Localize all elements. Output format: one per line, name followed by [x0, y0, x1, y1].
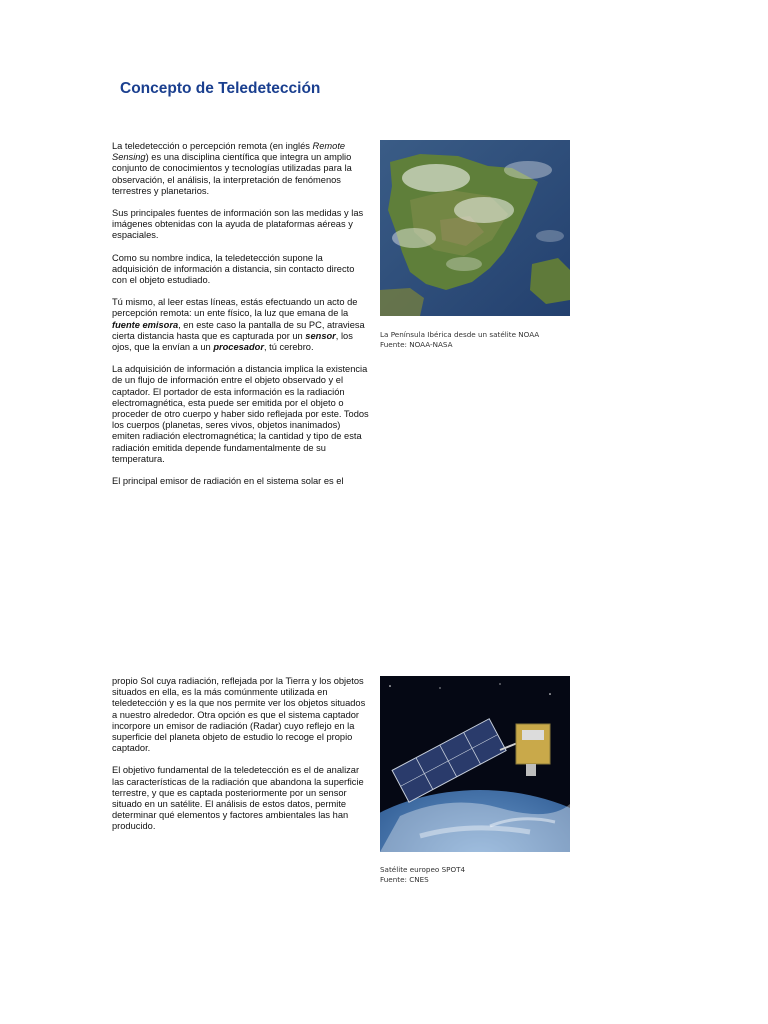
text-column-bottom: [112, 676, 370, 844]
emphasis-procesador: procesador: [213, 342, 264, 353]
text-column-top: [112, 141, 370, 498]
spot4-satellite-photo: [380, 676, 570, 852]
figure-caption: La Península Ibérica desde un satélite NOAA Fuente: NOAA-NASA: [380, 330, 540, 349]
emphasis-sensor: sensor: [305, 330, 336, 341]
paragraph: Sus principales fuentes de información son las medidas y las imágenes obtenidas con la ayuda de plataformas aéreas y espaciales.: [112, 208, 364, 241]
paragraph: propio Sol cuya radiación, reflejada por la Tierra y los objetos situados en ella, es la más comúnmente utilizada en teledetección y es la que nos permite ver los objetos situados a nuestro alrededor. Otra opción es que el sistema captador incorpore un emisor de radiación (Radar) cuyo reflejo en la superficie del planeta objeto de estudio lo recoge el propio captador.: [112, 676, 366, 754]
iberian-peninsula-satellite-photo: [380, 140, 570, 316]
page-title: Concepto de Teledetección: [120, 80, 321, 97]
paragraph: Tú mismo, al leer estas líneas, estás efectuando un acto de percepción remota: un ente físico, la luz que emana de la fuente emisora, en este caso la pantalla de su PC, atraviesa cierta distancia hasta que es capturada por un sensor, los ojos, que la envían a un procesador, tú cerebro.: [112, 297, 365, 353]
paragraph: El objetivo fundamental de la teledetección es el de analizar las características de la radiación que abandona la superficie terrestre, y que es captada posteriormente por un sensor situado en un satélite. El análisis de estos datos, permite determinar qué elementos y factores ambientales las han producido.: [112, 765, 364, 832]
paragraph: La teledetección o percepción remota (en inglés Remote Sensing) es una disciplina científica que integra un amplio conjunto de conocimientos y tecnologías utilizadas para la observación, el análisis, la interpretación de fenómenos terrestres y planetarios.: [112, 141, 352, 196]
paragraph: Como su nombre indica, la teledetección supone la adquisición de información a distancia, sin contacto directo con el objeto estudiado.: [112, 252, 355, 286]
figure-caption: Satélite europeo SPOT4 Fuente: CNES: [380, 865, 466, 884]
paragraph: El principal emisor de radiación en el sistema solar es el: [112, 476, 344, 487]
paragraph: La adquisición de información a distancia implica la existencia de un flujo de información entre el objeto observado y el captador. El portador de esta información es la radiación electromagnética, esta puede ser emitida por el objeto o proceder de otro cuerpo y haber sido reflejada por este. Todos los cuerpos (planetas, seres vivos, objetos inanimados) emiten radiación electromagnética; la cantidad y tipo de esta radiación emitida depende fundamentalmente de su temperatura.: [112, 364, 369, 464]
emphasis-fuente-emisora: fuente emisora: [112, 319, 179, 330]
